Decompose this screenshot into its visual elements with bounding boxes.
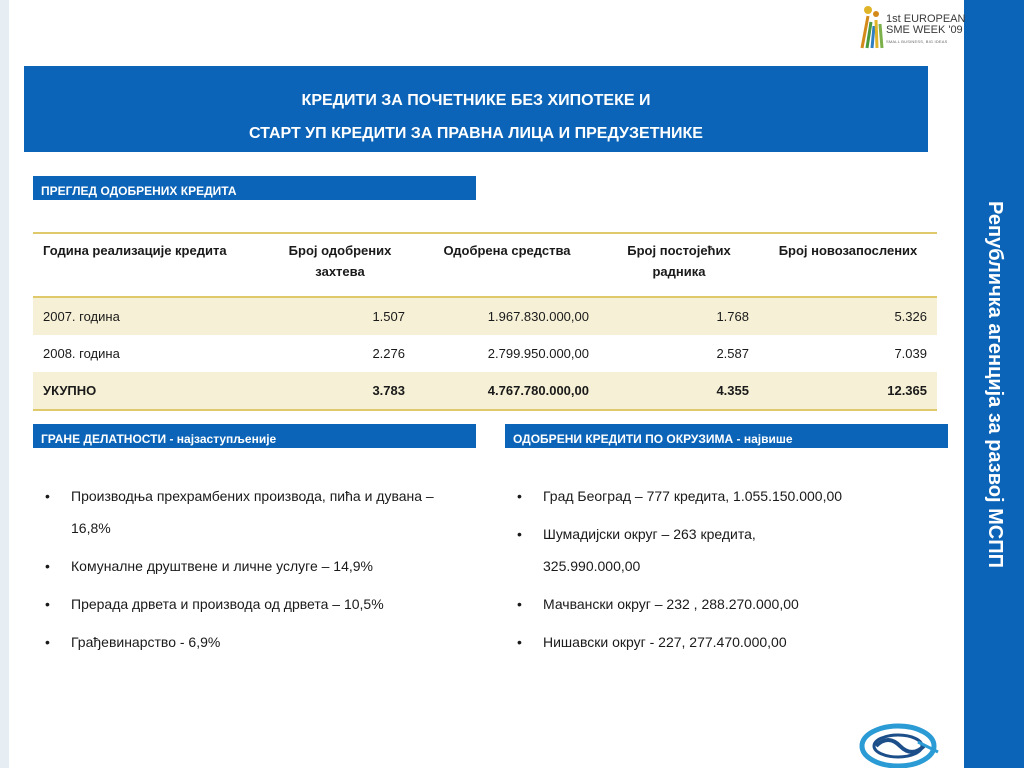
cell-new-hires: 5.326 bbox=[759, 297, 937, 335]
districts-list bbox=[505, 480, 945, 664]
slide-title-line1: КРЕДИТИ ЗА ПОЧЕТНИКЕ БЕЗ ХИПОТЕКЕ И bbox=[301, 92, 651, 109]
col-header-year: Година реализације кредита bbox=[33, 233, 265, 297]
cell-employees: 1.768 bbox=[599, 297, 759, 335]
cell-requests: 2.276 bbox=[372, 346, 405, 361]
industries-list bbox=[33, 480, 473, 664]
list-item: • Шумадијски округ – 263 кредита, 325.990.000,00 bbox=[505, 518, 853, 582]
cell-total-label: УКУПНО bbox=[33, 372, 265, 410]
cell-requests: 1.507 bbox=[265, 297, 415, 335]
sme-week-text bbox=[886, 14, 965, 47]
table-total-row bbox=[33, 372, 937, 410]
table-header-row bbox=[33, 233, 937, 297]
left-edge-strip bbox=[0, 0, 9, 768]
table-row bbox=[33, 297, 937, 335]
col-header-employees: Број постојећих радника bbox=[599, 233, 759, 297]
cell-funds: 2.799.950.000,00 bbox=[487, 346, 589, 361]
agency-name-text: Републичка агенција за развој МСПП bbox=[983, 200, 1006, 568]
overview-section-title: ПРЕГЛЕД ОДОБРЕНИХ КРЕДИТА bbox=[41, 184, 237, 198]
col-header-funds: Одобрена средства bbox=[415, 233, 599, 297]
sme-tagline: SMALL BUSINESS, BIG IDEAS bbox=[886, 39, 948, 44]
agency-name-vertical bbox=[964, 0, 1024, 768]
col-header-requests: Број одобрених захтева bbox=[265, 233, 415, 297]
cell-new-hires: 7.039 bbox=[894, 346, 927, 361]
col-header-new-hires: Број новозапослених bbox=[759, 233, 937, 297]
sme-figure-icon bbox=[858, 2, 888, 50]
list-item: • Прерада дрвета и производа од дрвета – 10,5% bbox=[33, 588, 473, 620]
list-item: • Комуналне друштвене и личне услуге – 14,9% bbox=[33, 550, 473, 582]
cell-funds: 1.967.830.000,00 bbox=[415, 297, 599, 335]
cell-total-employees: 4.355 bbox=[599, 372, 759, 410]
slide-title-box bbox=[24, 66, 928, 152]
overview-section-bar bbox=[33, 176, 476, 200]
cell-total-requests: 3.783 bbox=[265, 372, 415, 410]
cell-total-funds: 4.767.780.000,00 bbox=[415, 372, 599, 410]
slide-title-line2: СТАРТ УП КРЕДИТИ ЗА ПРАВНА ЛИЦА И ПРЕДУЗЕТНИКЕ bbox=[249, 125, 703, 142]
sme-line1: 1st EUROPEAN bbox=[886, 13, 966, 25]
districts-section-bar bbox=[505, 424, 948, 448]
industries-section-bar bbox=[33, 424, 476, 448]
list-item: • Нишавски округ - 227, 277.470.000,00 bbox=[505, 626, 945, 658]
industries-section-title: ГРАНЕ ДЕЛАТНОСТИ - најзаступљеније bbox=[41, 432, 277, 446]
table-row bbox=[33, 335, 937, 372]
agency-logo-icon bbox=[858, 716, 942, 768]
list-item: • Мачвански округ – 232 , 288.270.000,00 bbox=[505, 588, 945, 620]
cell-year: 2008. година bbox=[43, 346, 120, 361]
credits-table bbox=[33, 232, 937, 411]
cell-employees: 2.587 bbox=[716, 346, 749, 361]
cell-year: 2007. година bbox=[33, 297, 265, 335]
list-item: • Град Београд – 777 кредита, 1.055.150.000,00 bbox=[505, 480, 945, 512]
list-item: • Производња прехрамбених производа, пића и дувана – 16,8% bbox=[33, 480, 473, 544]
cell-total-new-hires: 12.365 bbox=[759, 372, 937, 410]
districts-section-title: ОДОБРЕНИ КРЕДИТИ ПО ОКРУЗИМА - највише bbox=[513, 432, 793, 446]
sme-line2: SME WEEK '09 bbox=[886, 24, 963, 36]
list-item: • Грађевинарство - 6,9% bbox=[33, 626, 473, 658]
